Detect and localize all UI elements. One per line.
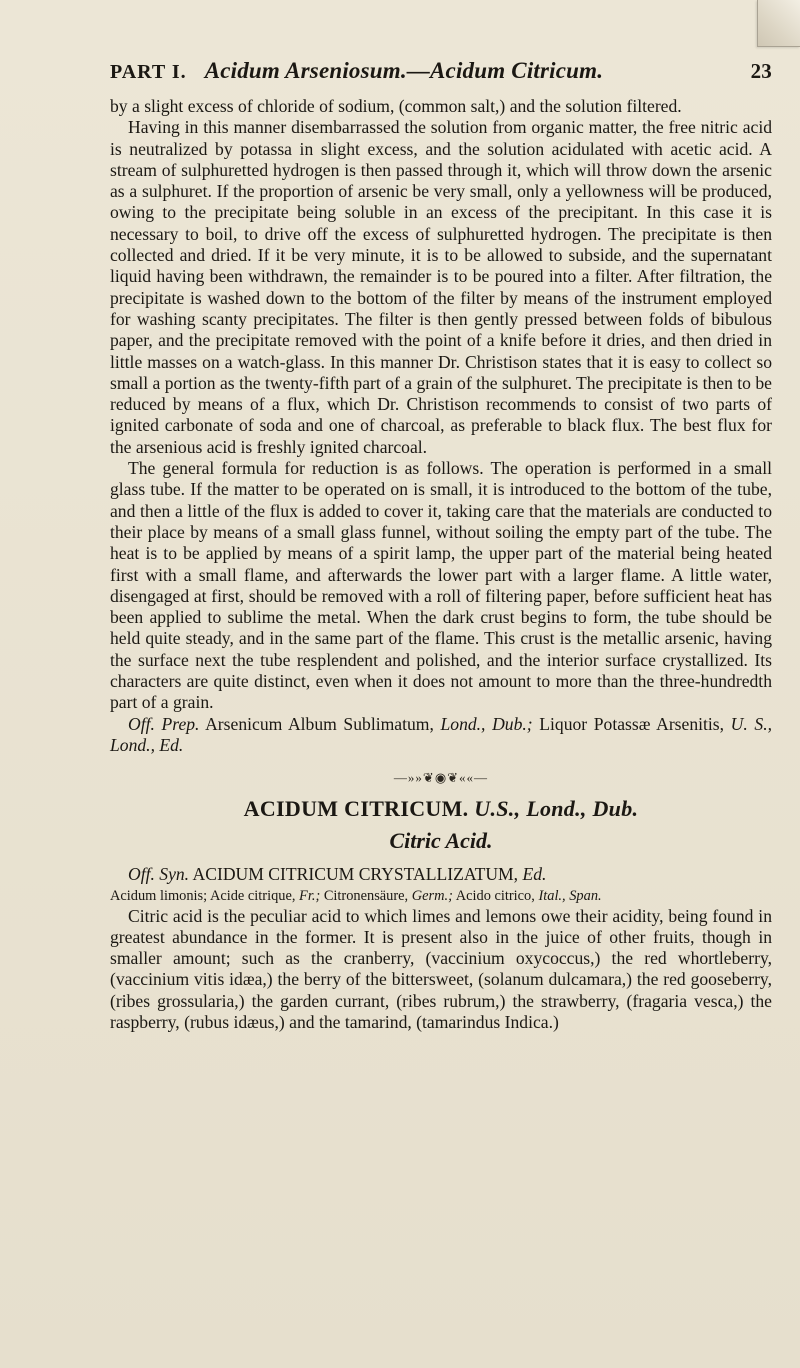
off-prep-text-1: Arsenicum Album Sublimatum, — [199, 713, 441, 734]
section-title-refs: U.S., Lond., Dub. — [474, 796, 639, 822]
page-header — [110, 58, 772, 84]
foreign-names — [110, 886, 772, 906]
foreign-name-3: Acido citrico, — [452, 887, 539, 904]
off-syn-lead: Off. Syn. — [128, 864, 190, 885]
official-preparations — [110, 714, 772, 757]
running-title: Acidum Arseniosum.—Acidum Citricum. — [204, 58, 604, 83]
paragraph-2: Having in this manner disembarrassed the solution from organic matter, the free nitric acid is neutralized by potassa in slight excess, and the solution acidulated with acetic acid. A stream of sulphuretted hydrogen is then passed through it, which will throw down the arsenic as a sulphuret. If the proportion of arsenic be very small, only a yellowness will be produced, owing to the precipitate being soluble in an excess of the precipitant. In this case it is necessary to boil, to drive off the excess of sulphuretted hydrogen. The precipitate is then collected and dried. If it be very minute, it is to be allowed to subside, and the supernatant liquid having been withdrawn, the remainder is to be poured into a filter. After filtration, the precipitate is washed down to the bottom of the filter by means of the instrument employed for washing scanty precipitates. The filter is then gently pressed between folds of bibulous paper, and the precipitate removed with the point of a knife before it dries, and then dried in little masses on a watch-glass. In this manner Dr. Christison states that it is easy to collect so small a portion as the twenty-fifth part of a grain of the sulphuret. The precipitate is then to be reduced by means of a flux, which Dr. Christison recommends to consist of two parts of ignited carbonate of soda and one of charcoal, as preferable to black flux. The best flux for the arsenious acid is freshly ignited charcoal. — [110, 117, 772, 457]
official-synonym — [110, 864, 772, 885]
foreign-lang-1: Fr.; — [299, 887, 321, 904]
citric-paragraph-1: Citric acid is the peculiar acid to which limes and lemons owe their acidity, being found in greatest abundance in the former. It is present also in the juice of other fruits, though in smaller amount; such as the cranberry, (vaccinium oxycoccus,) the red whortleberry, (vaccinium vitis idæa,) the berry of the bittersweet, (solanum dulcamara,) the red gooseberry, (ribes grossularia,) the garden currant, (ribes rubrum,) the strawberry, (fragaria vesca,) the raspberry, (rubus idæus,) and the tamarind, (tamarindus Indica.) — [110, 905, 772, 1032]
section-divider-ornament: —»»❦◉❦««— — [393, 770, 489, 786]
foreign-name-2: Citronensäure, — [320, 887, 412, 904]
page-number: 23 — [750, 59, 772, 83]
foreign-lang-3: Ital., Span. — [538, 887, 602, 904]
section-subtitle: Citric Acid. — [389, 828, 493, 854]
paragraph-1: by a slight excess of chloride of sodium, (common salt,) and the solution filtered. — [110, 96, 682, 116]
section-title-text: ACIDUM CITRICUM. — [243, 796, 469, 822]
foreign-name-1: Acidum limonis; Acide citrique, — [110, 887, 300, 904]
section-title — [110, 796, 772, 822]
part-label: PART I. — [110, 61, 187, 83]
off-prep-text-2: Liquor Potassæ Arsenitis, — [532, 713, 731, 734]
paragraph-3: The general formula for reduction is as follows. The operation is performed in a small glass tube. If the matter to be operated on is small, it is introduced to the bottom of the tube, and then a little of the flux is added to cover it, taking care that the materials are conducted to their place by means of a small glass funnel, without soiling the empty part of the tube. The heat is to be applied by means of a spirit lamp, the upper part of the material being heated first with a small flame, and afterwards the lower part with a larger flame. A little water, disengaged at first, should be removed with a roll of filtering paper, before sufficient heat has been applied to sublime the metal. When the dark crust begins to form, the tube should be held quite steady, and in the same part of the flame. This crust is the metallic arsenic, having the surface next the tube resplendent and polished, and the interior surface crystallized. Its characters are quite distinct, even when it does not amount to more than the three-hundredth part of a grain. — [110, 458, 772, 713]
off-prep-lead: Off. Prep. — [128, 713, 200, 734]
off-prep-ref-1: Lond., Dub.; — [440, 713, 533, 734]
off-syn-text: ACIDUM CITRICUM CRYSTALLIZATUM, — [189, 864, 523, 885]
page-corner-fold — [757, 0, 800, 47]
off-syn-ref: Ed. — [522, 864, 547, 885]
foreign-lang-2: Germ.; — [411, 887, 453, 904]
off-prep-ref-2: U. S., Lond., Ed. — [110, 713, 772, 755]
